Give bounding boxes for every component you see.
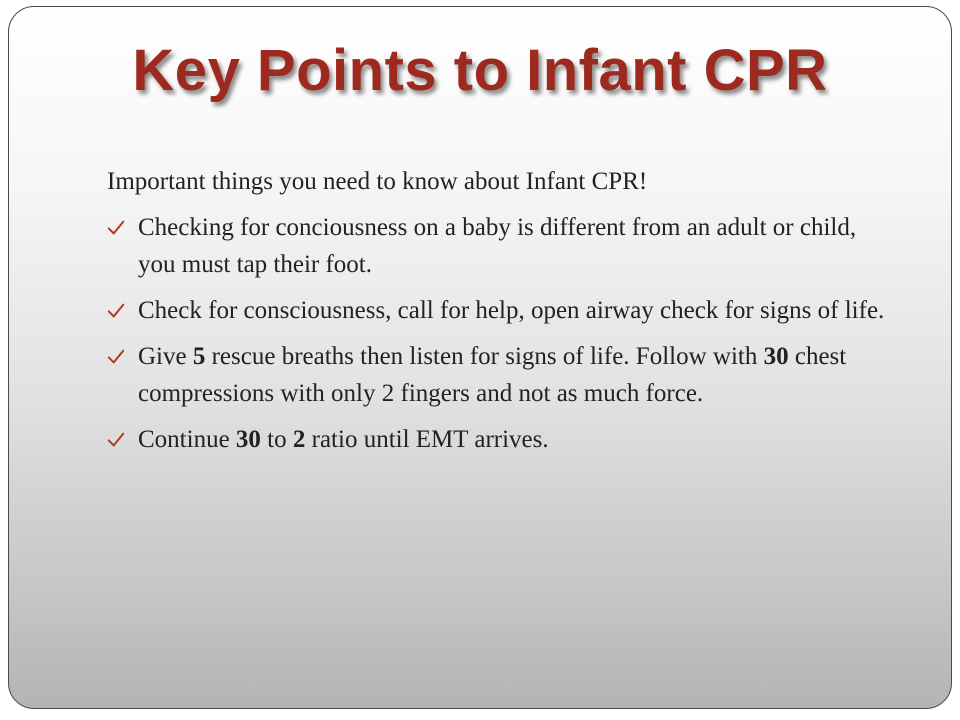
bullet-text (138, 426, 549, 453)
bullet-item (107, 209, 897, 283)
bullet-item (107, 292, 897, 329)
bullet-item (107, 338, 897, 412)
bullet-run: ratio until EMT arrives. (305, 426, 549, 453)
bullet-emphasis: 30 (763, 343, 789, 370)
check-icon (107, 348, 125, 366)
bullet-emphasis: 2 (292, 426, 306, 453)
bullet-run: Continue (138, 426, 236, 453)
bullet-run: Checking for conciousness on a baby is different from an adult or child, you must tap their foot. (138, 214, 857, 278)
bullet-run: chest compressions with only 2 fingers and not as much force. (138, 343, 847, 407)
check-icon (107, 219, 125, 237)
bullet-text (138, 297, 884, 324)
bullet-text (138, 343, 846, 407)
bullet-emphasis: 5 (192, 343, 206, 370)
check-icon (107, 431, 125, 449)
bullet-list (107, 209, 897, 458)
bullet-run: to (260, 426, 293, 453)
slide-title: Key Points to Infant CPR (132, 38, 828, 103)
bullet-run: Give (138, 343, 193, 370)
bullet-item (107, 421, 897, 458)
intro-text: Important things you need to know about Infant CPR! (107, 168, 648, 195)
bullet-emphasis: 30 (235, 426, 261, 453)
bullet-run: rescue breaths then listen for signs of life. Follow with (205, 343, 764, 370)
bullet-run: Check for consciousness, call for help, open airway check for signs of life. (138, 297, 885, 324)
slide-content (107, 163, 897, 467)
check-icon (107, 302, 125, 320)
bullet-text (138, 214, 856, 278)
